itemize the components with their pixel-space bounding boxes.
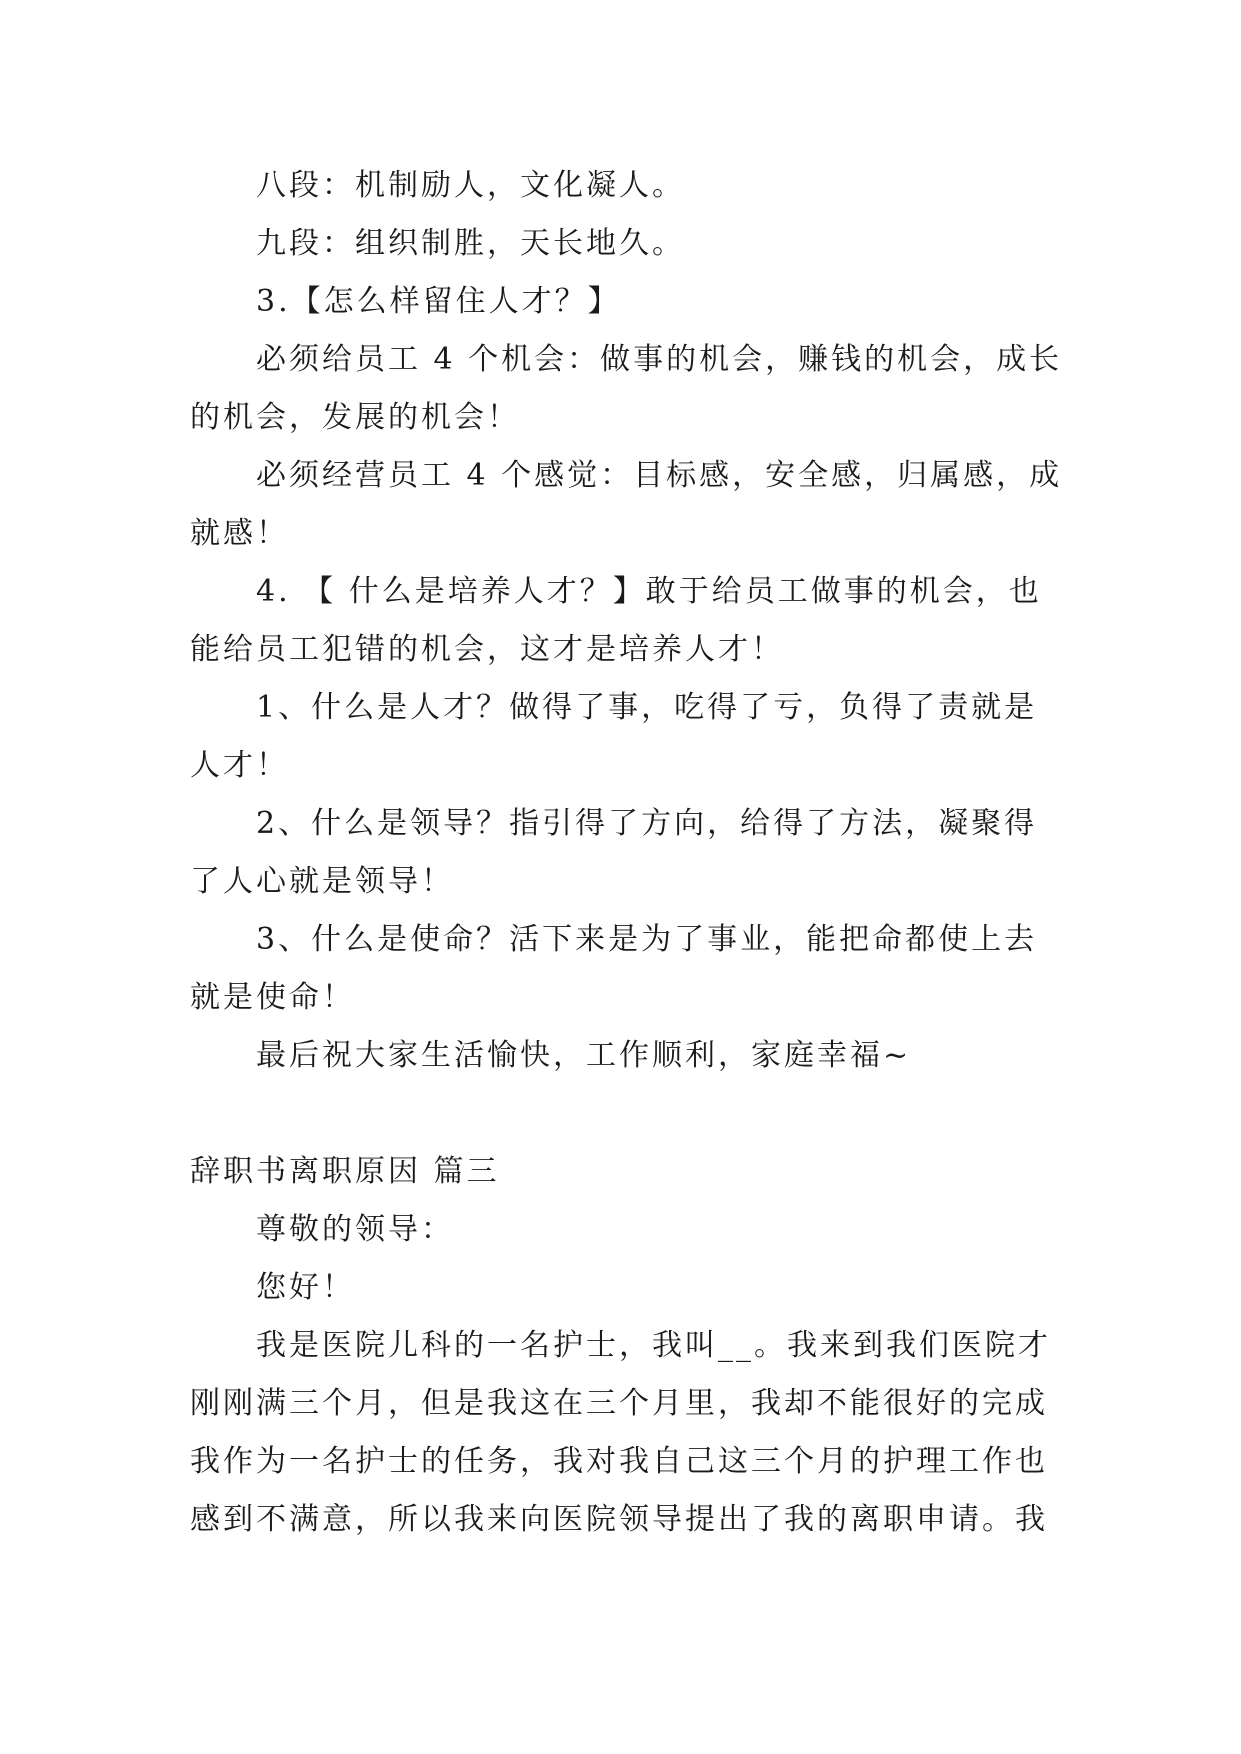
paragraph-line-2: 九段：组织制胜，天长地久。 <box>256 226 685 261</box>
paragraph-line-5: 的机会，发展的机会！ <box>190 400 520 435</box>
paragraph-line-12: 2、什么是领导？指引得了方向，给得了方法，凝聚得 <box>256 806 1038 841</box>
letter-greeting: 您好！ <box>256 1270 355 1305</box>
section-title: 辞职书离职原因 篇三 <box>190 1154 500 1189</box>
letter-salutation: 尊敬的领导： <box>256 1212 454 1247</box>
question-heading-4: 4. 【 什么是培养人才？】敢于给员工做事的机会，也 <box>256 574 1042 609</box>
letter-body-line-1: 我是医院儿科的一名护士，我叫__。我来到我们医院才 <box>256 1328 1051 1363</box>
paragraph-line-13: 了人心就是领导！ <box>190 864 454 899</box>
paragraph-line-15: 就是使命！ <box>190 980 355 1015</box>
paragraph-line-4: 必须给员工 4 个机会：做事的机会，赚钱的机会，成长 <box>256 342 1063 377</box>
letter-body-line-4: 感到不满意，所以我来向医院领导提出了我的离职申请。我 <box>190 1502 1048 1537</box>
letter-body-line-3: 我作为一名护士的任务，我对我自己这三个月的护理工作也 <box>190 1444 1048 1479</box>
paragraph-line-1: 八段：机制励人，文化凝人。 <box>256 168 685 203</box>
paragraph-line-6: 必须经营员工 4 个感觉：目标感，安全感，归属感，成 <box>256 458 1063 493</box>
letter-body-line-2: 刚刚满三个月，但是我这在三个月里，我却不能很好的完成 <box>190 1386 1048 1421</box>
paragraph-line-10: 1、什么是人才？做得了事，吃得了亏，负得了责就是 <box>256 690 1038 725</box>
question-heading-3: 3.【怎么样留住人才？】 <box>256 284 621 319</box>
paragraph-line-14: 3、什么是使命？活下来是为了事业，能把命都使上去 <box>256 922 1038 957</box>
paragraph-line-7: 就感！ <box>190 516 289 551</box>
paragraph-line-11: 人才！ <box>190 748 289 783</box>
closing-wish: 最后祝大家生活愉快，工作顺利，家庭幸福~ <box>256 1038 912 1073</box>
paragraph-line-9: 能给员工犯错的机会，这才是培养人才！ <box>190 632 784 667</box>
